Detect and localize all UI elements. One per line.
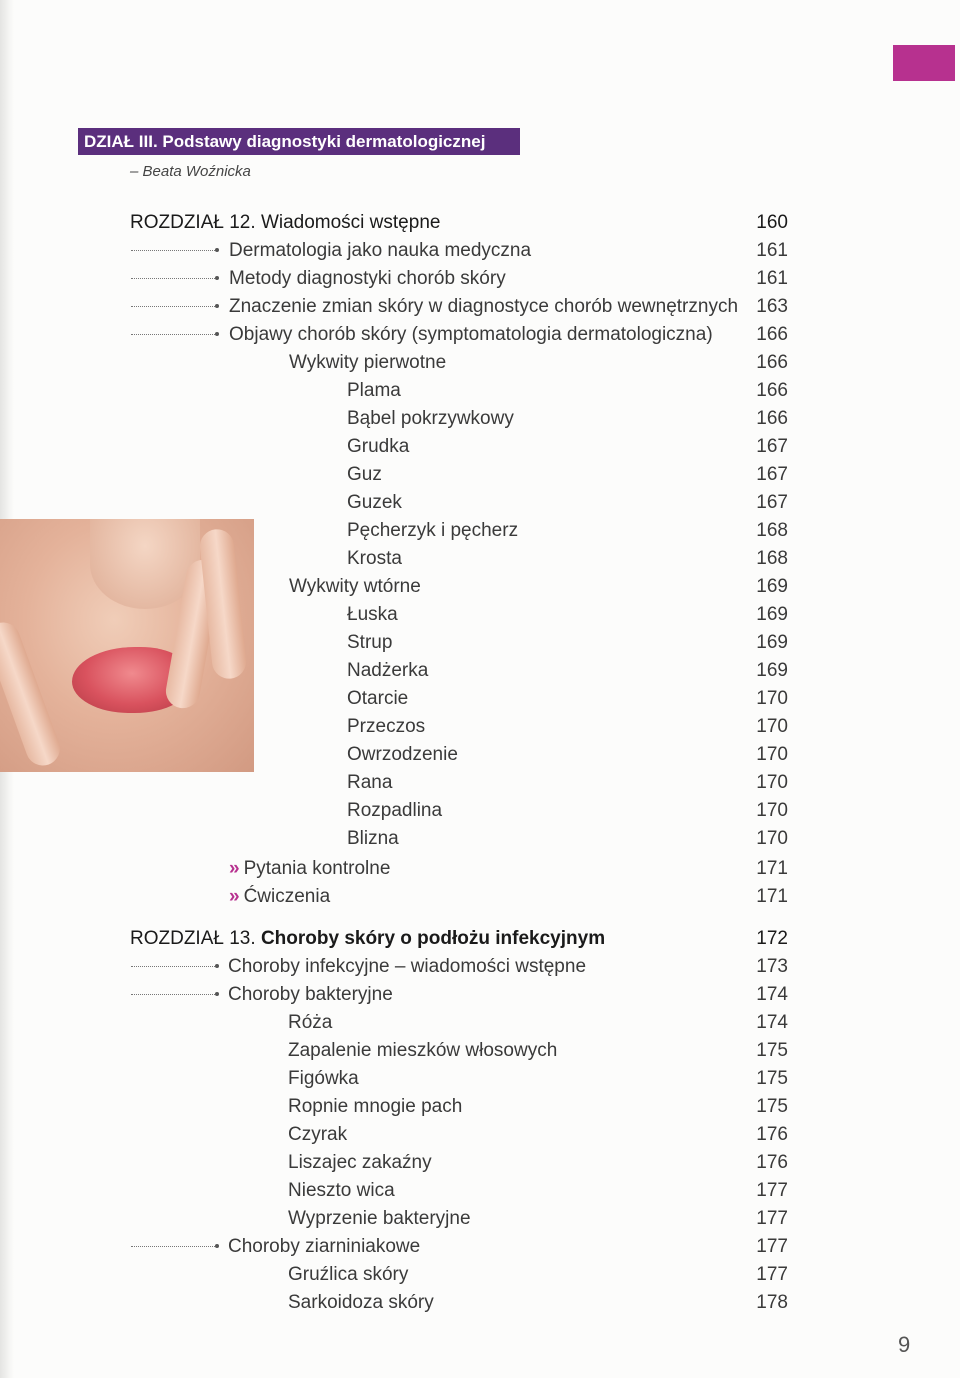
toc-entry[interactable] (0, 953, 960, 981)
page-number: 174 (756, 1012, 788, 1033)
entry-title: Choroby infekcyjne – wiadomości wstępne (228, 956, 587, 977)
page-number: 170 (756, 716, 788, 737)
toc-entry[interactable] (0, 489, 960, 517)
page-number: 167 (756, 436, 788, 457)
page-number: 173 (756, 956, 788, 977)
entry-title: Otarcie (347, 688, 409, 709)
page-number: 170 (756, 800, 788, 821)
entry-title: Pytania kontrolne (243, 858, 391, 879)
section-color-tab (893, 45, 955, 81)
dotted-leader-icon (131, 1246, 217, 1247)
toc-entry[interactable] (0, 601, 960, 629)
page-number: 170 (756, 772, 788, 793)
page-number: 167 (756, 464, 788, 485)
page-number: 166 (756, 324, 788, 345)
toc-entry[interactable] (0, 1121, 960, 1149)
entry-title: Bąbel pokrzywkowy (347, 408, 514, 429)
chapter-title: Choroby skóry o podłożu infekcyjnym (260, 928, 606, 949)
chapter-label: ROZDZIAŁ 12. (130, 212, 256, 233)
dotted-leader-icon (131, 334, 217, 335)
page-number: 170 (756, 828, 788, 849)
toc-entry[interactable] (0, 321, 960, 349)
dotted-leader-icon (131, 306, 217, 307)
chapter-title: Wiadomości wstępne (260, 212, 441, 233)
entry-title: Plama (347, 380, 401, 401)
section-author: – Beata Woźnicka (130, 163, 251, 180)
page-number: 175 (756, 1068, 788, 1089)
toc-entry[interactable] (0, 797, 960, 825)
page-number: 166 (756, 408, 788, 429)
entry-title: Strup (347, 632, 393, 653)
entry-title: Grudka (347, 436, 410, 457)
toc-entry[interactable] (0, 1065, 960, 1093)
toc-entry[interactable] (0, 293, 960, 321)
entry-title: Pęcherzyk i pęcherz (347, 520, 519, 541)
toc-entry[interactable] (0, 517, 960, 545)
toc-entry[interactable] (0, 1037, 960, 1065)
entry-title: Owrzodzenie (347, 744, 458, 765)
page-number: 171 (756, 858, 788, 879)
dotted-leader-icon (131, 278, 217, 279)
toc-entry[interactable] (0, 883, 960, 911)
entry-title: Dermatologia jako nauka medyczna (229, 240, 532, 261)
entry-title: Czyrak (288, 1124, 348, 1145)
page-number: 168 (756, 548, 788, 569)
page-number: 177 (756, 1180, 788, 1201)
double-chevron-icon: » (229, 858, 240, 879)
page-number: 170 (756, 688, 788, 709)
page-number: 174 (756, 984, 788, 1005)
page-number: 160 (756, 212, 788, 233)
toc-chapter-12[interactable] (0, 209, 960, 237)
entry-title: Liszajec zakaźny (288, 1152, 432, 1173)
entry-title: Wyprzenie bakteryjne (288, 1208, 471, 1229)
page-number: 176 (756, 1124, 788, 1145)
entry-title: Blizna (347, 828, 399, 849)
page-number: 168 (756, 520, 788, 541)
entry-title: Róża (288, 1012, 333, 1033)
toc-entry[interactable] (0, 981, 960, 1009)
page-number: 166 (756, 380, 788, 401)
page-number: 176 (756, 1152, 788, 1173)
toc-entry[interactable] (0, 741, 960, 769)
page-number: 169 (756, 604, 788, 625)
toc-entry[interactable] (0, 377, 960, 405)
entry-title: Metody diagnostyki chorób skóry (229, 268, 506, 289)
entry-title: Nieszto wica (288, 1180, 395, 1201)
page-number: 177 (756, 1236, 788, 1257)
page-number: 163 (756, 296, 788, 317)
page-number: 161 (756, 268, 788, 289)
toc-entry[interactable] (0, 825, 960, 853)
toc-entry[interactable] (0, 769, 960, 797)
toc-entry[interactable] (0, 1177, 960, 1205)
page-number: 175 (756, 1096, 788, 1117)
toc-entry[interactable] (0, 573, 960, 601)
page-number: 175 (756, 1040, 788, 1061)
entry-title: Objawy chorób skóry (symptomatologia dermatologiczna) (229, 324, 713, 345)
entry-title: Choroby ziarniniakowe (228, 1236, 421, 1257)
page-number: 178 (756, 1292, 788, 1313)
toc-entry[interactable] (0, 1289, 960, 1317)
entry-title: Rozpadlina (347, 800, 443, 821)
entry-title: Nadżerka (347, 660, 429, 681)
toc-chapter-13[interactable] (0, 925, 960, 953)
page-number: 169 (756, 660, 788, 681)
entry-title: Rana (347, 772, 393, 793)
toc-entry[interactable] (0, 1093, 960, 1121)
entry-title: Guzek (347, 492, 402, 513)
section-banner: DZIAŁ III. Podstawy diagnostyki dermatologicznej (78, 128, 520, 155)
page-number: 166 (756, 352, 788, 373)
chapter-label: ROZDZIAŁ 13. (130, 928, 256, 949)
toc-entry[interactable] (0, 433, 960, 461)
toc-entry[interactable] (0, 545, 960, 573)
page-number: 169 (756, 576, 788, 597)
entry-title: Zapalenie mieszków włosowych (288, 1040, 558, 1061)
toc-entry[interactable] (0, 461, 960, 489)
page-number: 169 (756, 632, 788, 653)
page-folio: 9 (898, 1332, 911, 1357)
toc-entry[interactable] (0, 657, 960, 685)
toc-entry[interactable] (0, 405, 960, 433)
dotted-leader-icon (131, 994, 217, 995)
entry-title: Ćwiczenia (243, 886, 331, 907)
toc-entry[interactable] (0, 1205, 960, 1233)
entry-title: Krosta (347, 548, 402, 569)
toc-entry[interactable] (0, 237, 960, 265)
double-chevron-icon: » (229, 886, 240, 907)
entry-title: Ropnie mnogie pach (288, 1096, 463, 1117)
page-number: 172 (756, 928, 788, 949)
toc-entry[interactable] (0, 855, 960, 883)
page-number: 167 (756, 492, 788, 513)
toc-entry[interactable] (0, 685, 960, 713)
page-number: 161 (756, 240, 788, 261)
entry-title: Wykwity pierwotne (289, 352, 447, 373)
entry-title: Wykwity wtórne (289, 576, 421, 597)
entry-title: Przeczos (347, 716, 426, 737)
toc-entry[interactable] (0, 349, 960, 377)
entry-title: Figówka (288, 1068, 359, 1089)
toc-entry[interactable] (0, 1261, 960, 1289)
entry-title: Gruźlica skóry (288, 1264, 409, 1285)
page-number: 177 (756, 1264, 788, 1285)
toc-entry[interactable] (0, 713, 960, 741)
toc-entry[interactable] (0, 629, 960, 657)
entry-title: Łuska (347, 604, 398, 625)
entry-title: Znaczenie zmian skóry w diagnostyce chorób wewnętrznych (229, 296, 739, 317)
entry-title: Guz (347, 464, 382, 485)
page-number: 170 (756, 744, 788, 765)
page-number: 177 (756, 1208, 788, 1229)
entry-title: Sarkoidoza skóry (288, 1292, 434, 1313)
toc-entry[interactable] (0, 1149, 960, 1177)
entry-title: Choroby bakteryjne (228, 984, 393, 1005)
toc-entry[interactable] (0, 1233, 960, 1261)
dotted-leader-icon (131, 250, 217, 251)
toc-entry[interactable] (0, 1009, 960, 1037)
page-number: 171 (756, 886, 788, 907)
toc-entry[interactable] (0, 265, 960, 293)
dotted-leader-icon (131, 966, 217, 967)
